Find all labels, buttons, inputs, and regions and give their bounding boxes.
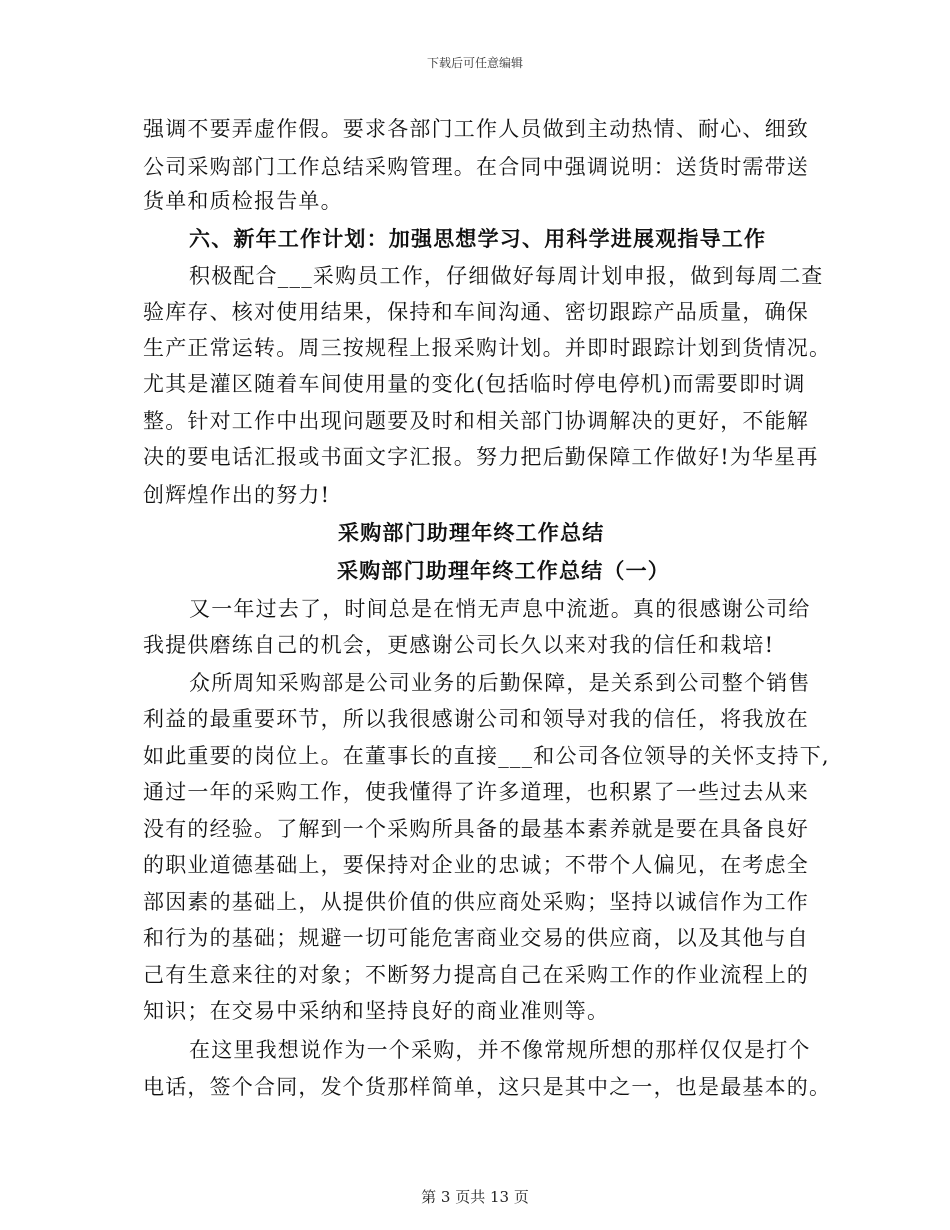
body-line: 决的要电话汇报或书面文字汇报。努力把后勤保障工作做好!为华星再 xyxy=(143,445,819,469)
body-line: 知识；在交易中采纳和坚持良好的商业准则等。 xyxy=(143,999,610,1023)
body-line: 通过一年的采购工作，使我懂得了许多道理，也积累了一些过去从来 xyxy=(143,780,809,804)
body-line: 又一年过去了，时间总是在悄无声息中流逝。真的很感谢公司给 xyxy=(189,597,811,621)
body-line: 电话，签个合同，发个货那样简单，这只是其中之一，也是最基本的。 xyxy=(143,1075,832,1099)
section-heading: 六、新年工作计划：加强思想学习、用科学进展观指导工作 xyxy=(189,226,767,251)
body-line: 在这里我想说作为一个采购，并不像常规所想的那样仅仅是打个 xyxy=(189,1038,811,1062)
body-line: 货单和质检报告单。 xyxy=(143,189,343,213)
body-line: 我提供磨练自己的机会，更感谢公司长久以来对我的信任和栽培! xyxy=(143,633,775,657)
body-line: 众所周知采购部是公司业务的后勤保障，是关系到公司整个销售 xyxy=(189,671,811,695)
body-line: 己有生意来往的对象；不断努力提高自己在采购工作的作业流程上的 xyxy=(143,963,809,987)
body-line: 创辉煌作出的努力! xyxy=(143,483,331,507)
body-line: 如此重要的岗位上。在董事长的直接___和公司各位领导的关怀支持下, xyxy=(143,744,830,768)
page-number: 第 3 页共 13 页 xyxy=(421,1188,529,1206)
body-line: 没有的经验。了解到一个采购所具备的最基本素养就是要在具备良好 xyxy=(143,817,809,841)
body-line: 和行为的基础；规避一切可能危害商业交易的供应商，以及其他与自 xyxy=(143,926,809,950)
document-title: 采购部门助理年终工作总结 xyxy=(338,520,605,545)
body-line: 的职业道德基础上，要保持对企业的忠诚；不带个人偏见，在考虑全 xyxy=(143,853,809,877)
page-header: 下载后可任意编辑 xyxy=(426,56,523,70)
body-line: 整。针对工作中出现问题要及时和相关部门协调解决的更好，不能解 xyxy=(143,409,809,433)
body-line: 尤其是灌区随着车间使用量的变化(包括临时停电停机)而需要即时调 xyxy=(143,372,806,396)
body-line: 强调不要弄虚作假。要求各部门工作人员做到主动热情、耐心、细致 xyxy=(143,117,809,141)
body-line: 公司采购部门工作总结采购管理。在合同中强调说明：送货时需带送 xyxy=(143,155,809,179)
body-line: 部因素的基础上，从提供价值的供应商处采购；坚持以诚信作为工作 xyxy=(143,890,809,914)
body-line: 利益的最重要环节，所以我很感谢公司和领导对我的信任，将我放在 xyxy=(143,707,809,731)
body-line: 验库存、核对使用结果，保持和车间沟通、密切跟踪产品质量，确保 xyxy=(143,300,809,324)
body-line: 生产正常运转。周三按规程上报采购计划。并即时跟踪计划到货情况。 xyxy=(143,336,832,360)
body-line: 积极配合___采购员工作，仔细做好每周计划申报，做到每周二查 xyxy=(189,264,824,288)
document-subtitle: 采购部门助理年终工作总结（一） xyxy=(337,558,670,583)
